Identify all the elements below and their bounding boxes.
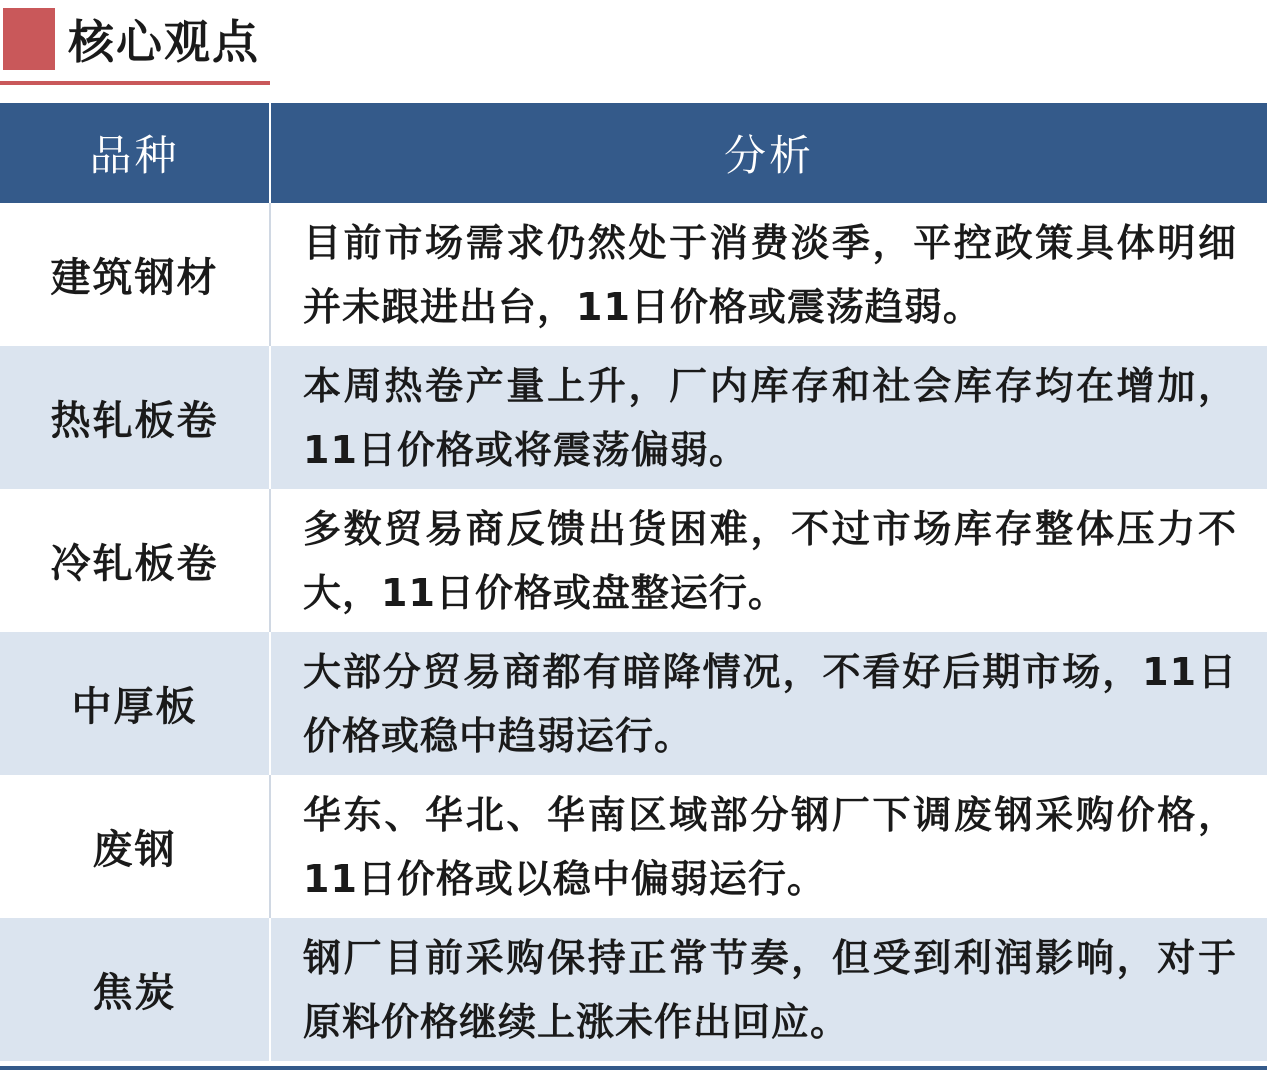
table-bottom-border — [0, 1066, 1267, 1070]
table-row — [0, 775, 1267, 918]
variety-cell: 建筑钢材 — [0, 203, 270, 346]
header-underline — [0, 81, 270, 85]
market-analysis-table — [0, 103, 1267, 1061]
table-row — [0, 489, 1267, 632]
column-header-analysis: 分析 — [270, 103, 1267, 203]
table-row — [0, 918, 1267, 1061]
table-header-row — [0, 103, 1267, 203]
section-title: 核心观点 — [68, 15, 260, 69]
variety-cell: 中厚板 — [0, 632, 270, 775]
header-accent-block — [3, 8, 55, 70]
variety-cell: 冷轧板卷 — [0, 489, 270, 632]
variety-cell: 焦炭 — [0, 918, 270, 1061]
table-row — [0, 346, 1267, 489]
analysis-cell: 大部分贸易商都有暗降情况，不看好后期市场，11日价格或稳中趋弱运行。 — [270, 632, 1267, 775]
table-row — [0, 203, 1267, 346]
analysis-cell: 目前市场需求仍然处于消费淡季，平控政策具体明细并未跟进出台，11日价格或震荡趋弱。 — [270, 203, 1267, 346]
analysis-cell: 多数贸易商反馈出货困难，不过市场库存整体压力不大，11日价格或盘整运行。 — [270, 489, 1267, 632]
variety-cell: 热轧板卷 — [0, 346, 270, 489]
section-header — [0, 0, 1267, 100]
column-header-variety: 品种 — [0, 103, 270, 203]
analysis-cell: 华东、华北、华南区域部分钢厂下调废钢采购价格，11日价格或以稳中偏弱运行。 — [270, 775, 1267, 918]
analysis-cell: 钢厂目前采购保持正常节奏，但受到利润影响，对于原料价格继续上涨未作出回应。 — [270, 918, 1267, 1061]
variety-cell: 废钢 — [0, 775, 270, 918]
table-row — [0, 632, 1267, 775]
analysis-cell: 本周热卷产量上升，厂内库存和社会库存均在增加，11日价格或将震荡偏弱。 — [270, 346, 1267, 489]
